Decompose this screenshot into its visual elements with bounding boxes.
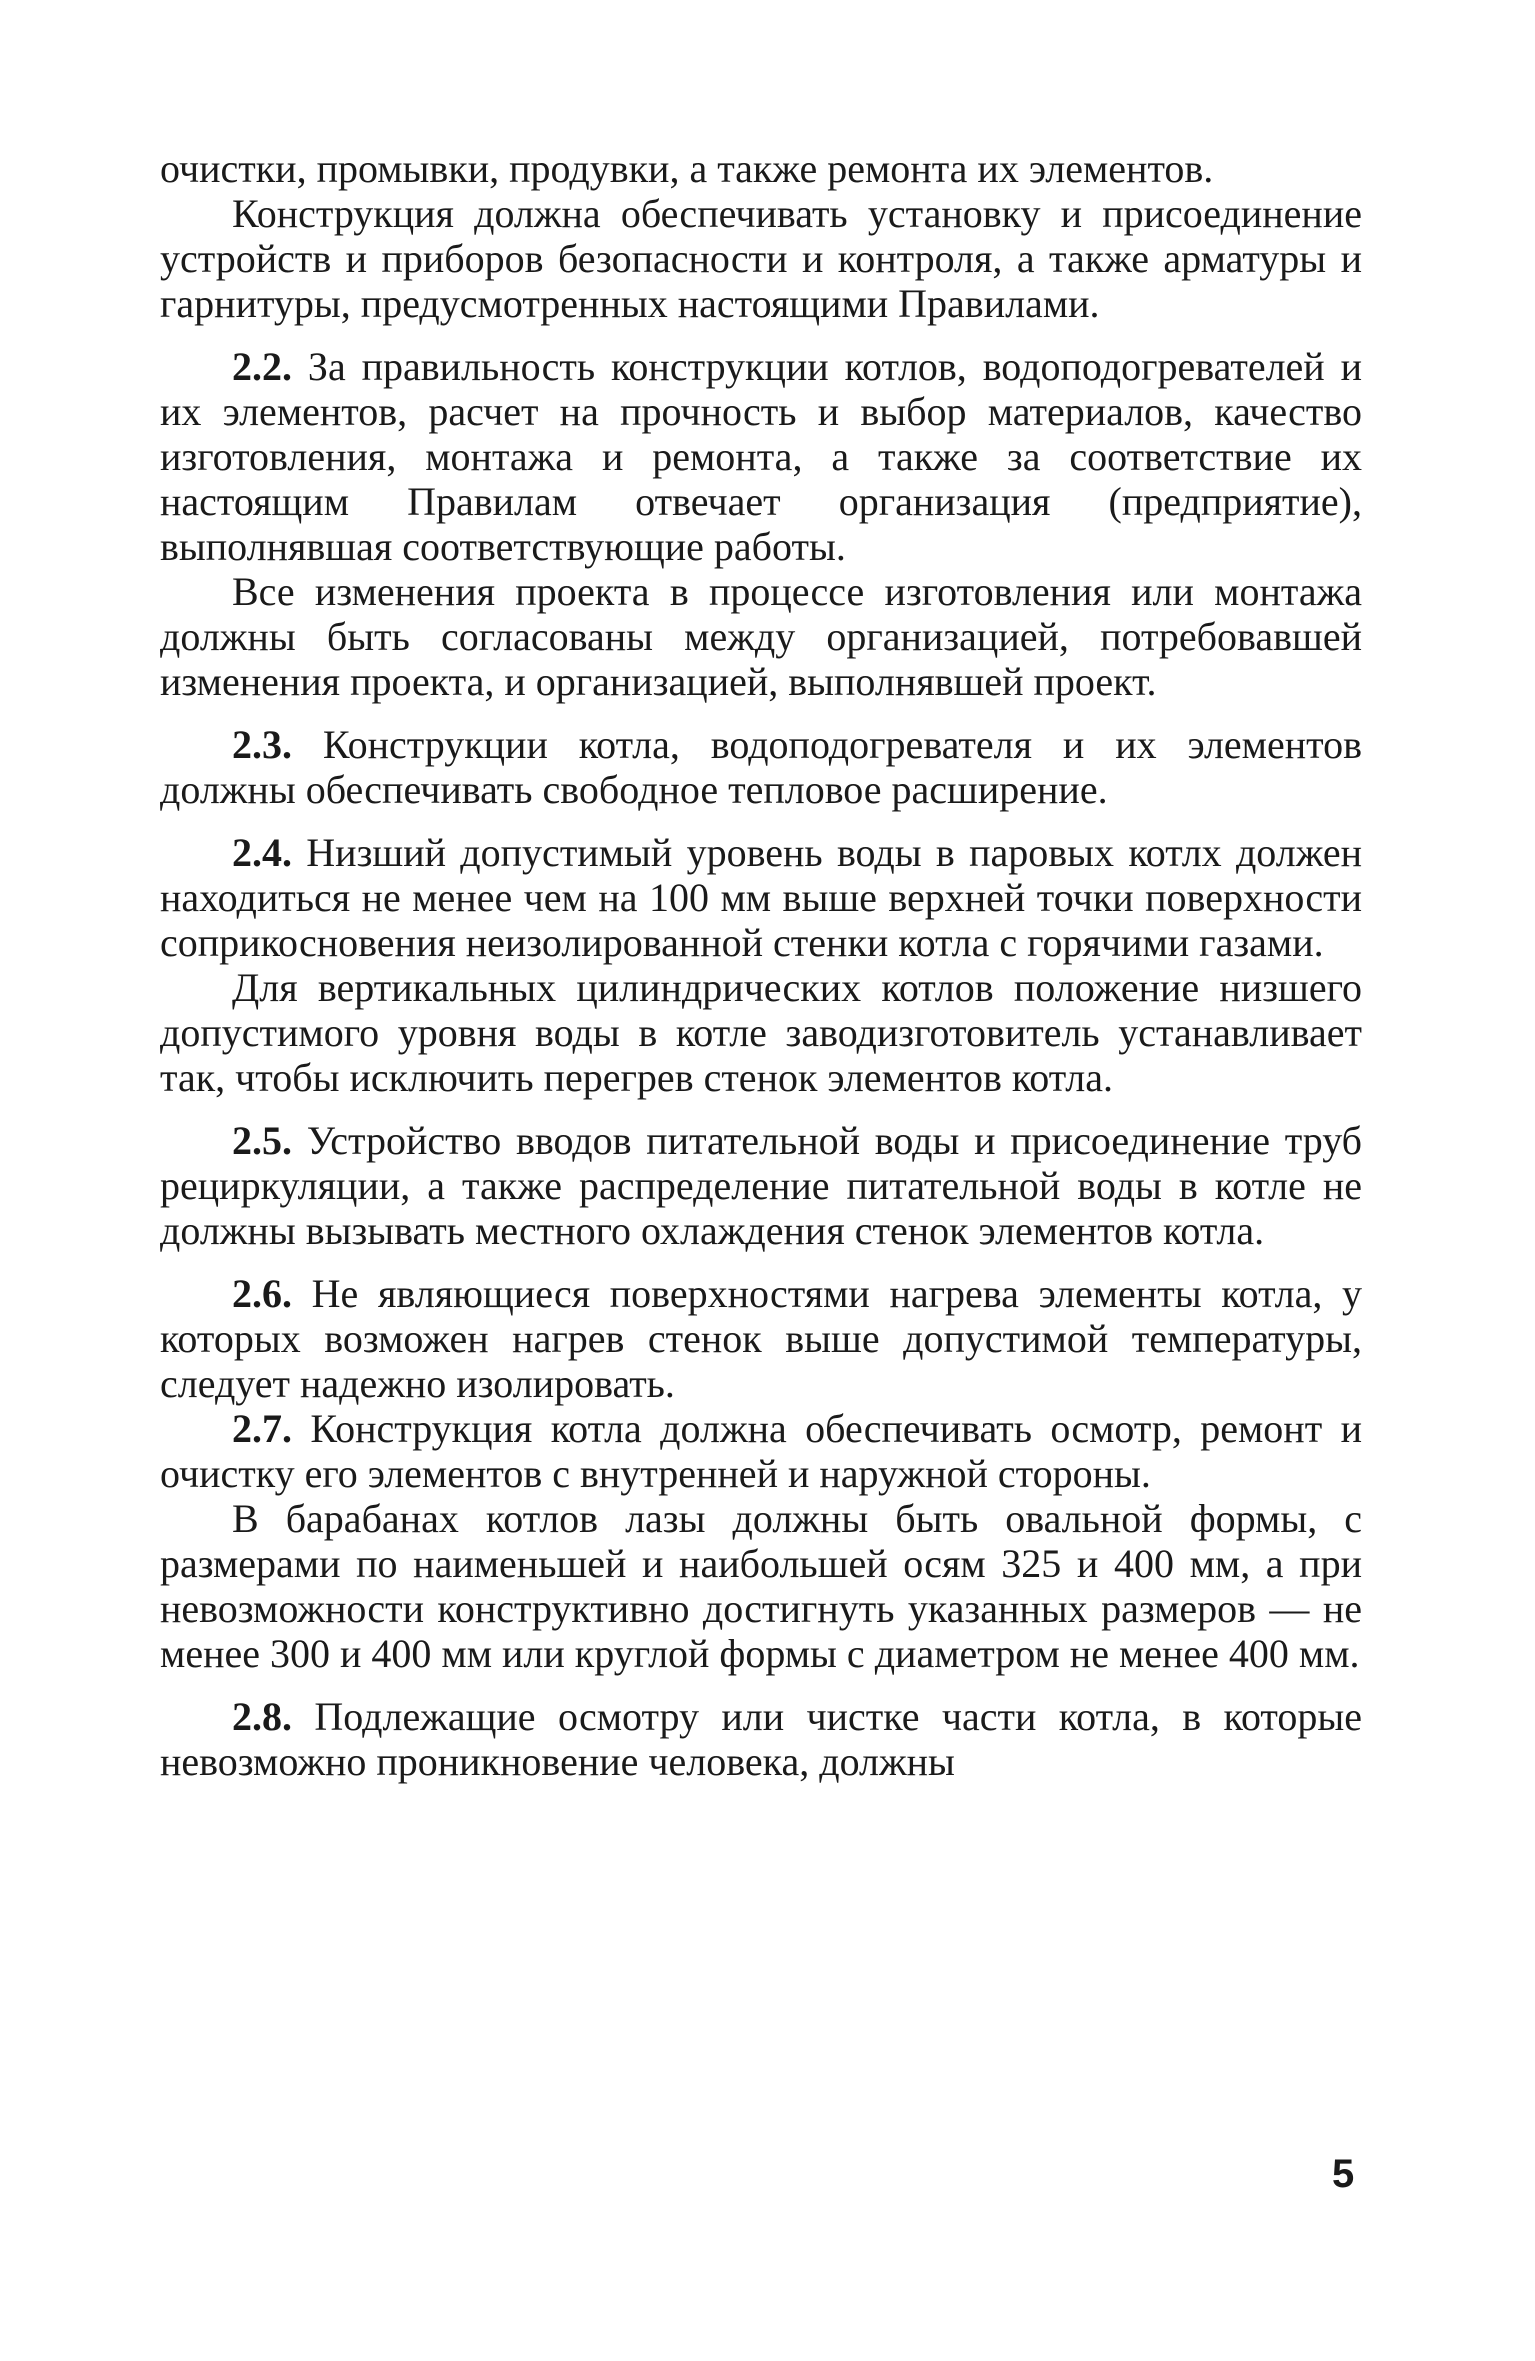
paragraph-text: Конструкция котла должна обеспечивать осмотр, ремонт и очистку его элементов с внутренней и наружной стороны. [160, 1406, 1362, 1496]
page-number: 5 [1332, 2152, 1355, 2196]
section-number: 2.3. [232, 722, 292, 767]
paragraph-2-6 [160, 1271, 1362, 1406]
paragraph-text: Низший допустимый уровень воды в паровых котлх должен находиться не менее чем на 100 мм выше верхней точки поверхности соприкосновения неизолированной стенки котла с горячими газами. [160, 830, 1362, 965]
section-number: 2.8. [232, 1694, 292, 1739]
paragraph-continuation: очистки, промывки, продувки, а также ремонта их элементов. [160, 146, 1214, 191]
page-body [160, 146, 1362, 1784]
paragraph-text: Не являющиеся поверхностями нагрева элементы котла, у которых возможен нагрев стенок выше допустимой температуры, следует надежно изолировать. [160, 1271, 1362, 1406]
section-number: 2.7. [232, 1406, 292, 1451]
paragraph-2-4 [160, 830, 1362, 965]
paragraph-2-5 [160, 1118, 1362, 1253]
paragraph-2-2 [160, 344, 1362, 569]
paragraph-2-3 [160, 722, 1362, 812]
paragraph-2-7 [160, 1406, 1362, 1496]
paragraph-2-8 [160, 1694, 1362, 1784]
section-number: 2.4. [232, 830, 292, 875]
paragraph-construction-requirements: Конструкция должна обеспечивать установку и присоединение устройств и приборов безопасности и контроля, а также арматуры и гарнитуры, предусмотренных настоящими Правилами. [160, 191, 1362, 326]
section-number: 2.2. [232, 344, 292, 389]
paragraph-drum-manholes: В барабанах котлов лазы должны быть овальной формы, с размерами по наименьшей и наибольшей осям 325 и 400 мм, а при невозможности конструктивно достигнуть указанных размеров — не менее 300 и 400 мм или круглой формы с диаметром не менее 400 мм. [160, 1496, 1362, 1676]
section-number: 2.6. [232, 1271, 292, 1316]
paragraph-text: Устройство вводов питательной воды и присоединение труб рециркуляции, а также распределение питательной воды в котле не должны вызывать местного охлаждения стенок элементов котла. [160, 1118, 1363, 1253]
paragraph-vertical-boilers: Для вертикальных цилиндрических котлов положение низшего допустимого уровня воды в котле заводизготовитель устанавливает так, чтобы исключить перегрев стенок элементов котла. [160, 965, 1362, 1100]
paragraph-text: Конструкции котла, водоподогревателя и их элементов должны обеспечивать свободное тепловое расширение. [160, 722, 1362, 812]
paragraph-text: За правильность конструкции котлов, водоподогревателей и их элементов, расчет на прочность и выбор материалов, качество изготовления, монтажа и ремонта, а также за соответствие их настоящим Правилам отвечает организация (предприятие), выполнявшая соответствующие работы. [160, 344, 1363, 569]
paragraph-project-changes: Все изменения проекта в процессе изготовления или монтажа должны быть согласованы между организацией, потребовавшей изменения проекта, и организацией, выполнявшей проект. [160, 569, 1362, 704]
paragraph-text: Подлежащие осмотру или чистке части котла, в которые невозможно проникновение человека, должны [160, 1694, 1363, 1784]
section-number: 2.5. [232, 1118, 292, 1163]
